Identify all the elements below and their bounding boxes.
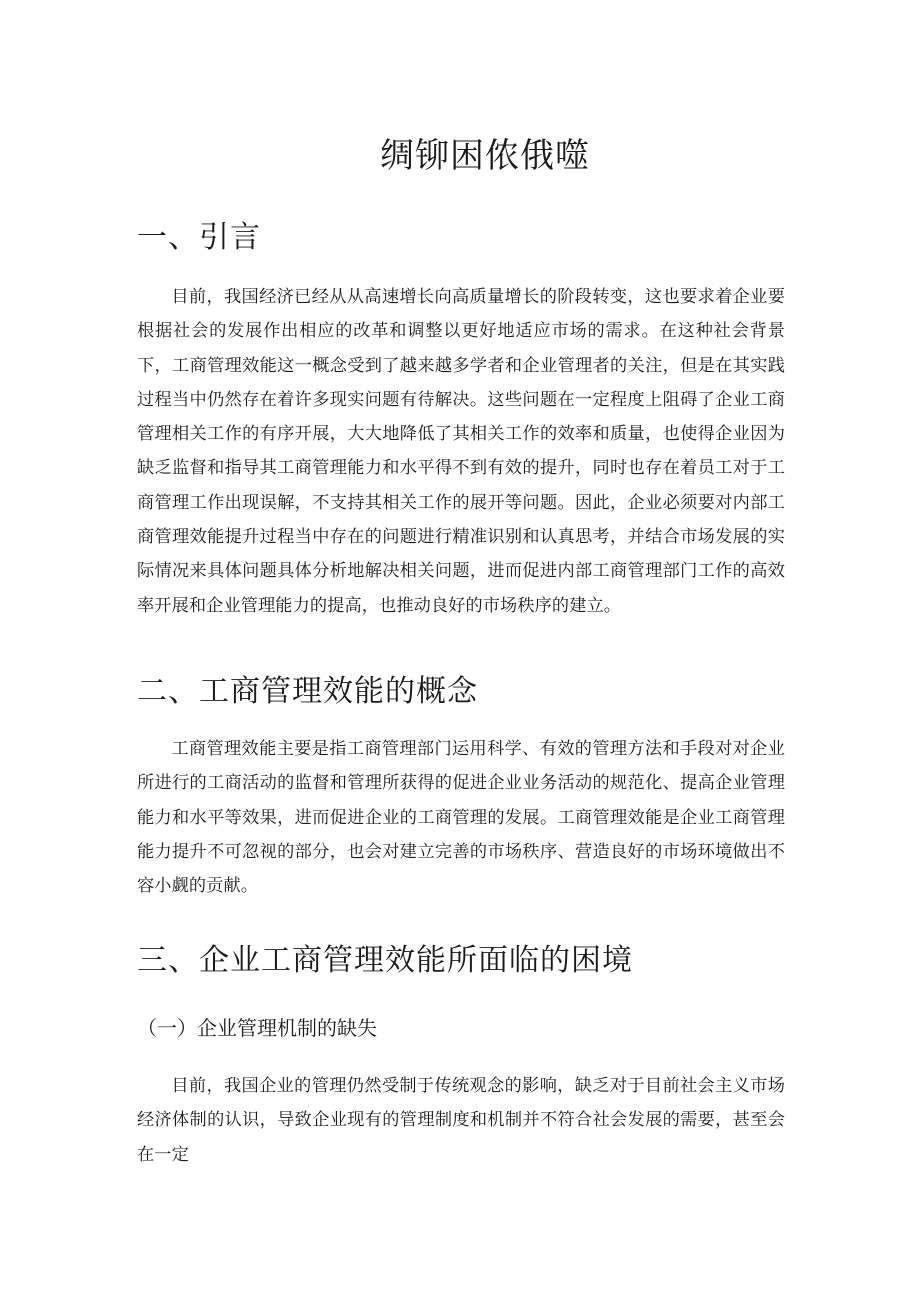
paragraph-introduction: 目前，我国经济已经从从高速增长向高质量增长的阶段转变，这也要求着企业要根据社会的发展作出相应的改革和调整以更好地适应市场的需求。在这种社会背景下，工商管理效能这一概念受到了越来越多学者和企业管理者的关注，但是在其实践过程当中仍然存在着许多现实问题有待解决。这些问题在一定程度上阻碍了企业工商管理相关工作的有序开展，大大地降低了其相关工作的效率和质量，也使得企业因为缺乏监督和指导其工商管理能力和水平得不到有效的提升，同时也存在着员工对于工商管理工作出现误解，不支持其相关工作的展开等问题。因此，企业必须要对内部工商管理效能提升过程当中存在的问题进行精准识别和认真思考，并结合市场发展的实际情况来具体问题具体分析地解决相关问题，进而促进内部工商管理部门工作的高效率开展和企业管理能力的提高，也推动良好的市场秩序的建立。 bbox=[137, 287, 785, 616]
document-title: 绸铆困侬俄噬 bbox=[380, 136, 590, 176]
section-heading-dilemma: 三、企业工商管理效能所面临的困境 bbox=[137, 943, 633, 978]
subsection-heading-management-mechanism: （一）企业管理机制的缺失 bbox=[137, 1016, 377, 1040]
paragraph-management-mechanism: 目前，我国企业的管理仍然受制于传统观念的影响，缺乏对于目前社会主义市场经济体制的认识，导致企业现有的管理制度和机制并不符合社会发展的需要，甚至会在一定 bbox=[137, 1076, 785, 1165]
section-heading-concept: 二、工商管理效能的概念 bbox=[137, 674, 478, 709]
section-heading-introduction: 一、引言 bbox=[137, 220, 261, 255]
paragraph-concept: 工商管理效能主要是指工商管理部门运用科学、有效的管理方法和手段对对企业所进行的工商活动的监督和管理所获得的促进企业业务活动的规范化、提高企业管理能力和水平等效果，进而促进企业的工商管理的发展。工商管理效能是企业工商管理能力提升不可忽视的部分，也会对建立完善的市场秩序、营造良好的市场环境做出不容小觑的贡献。 bbox=[137, 739, 785, 897]
